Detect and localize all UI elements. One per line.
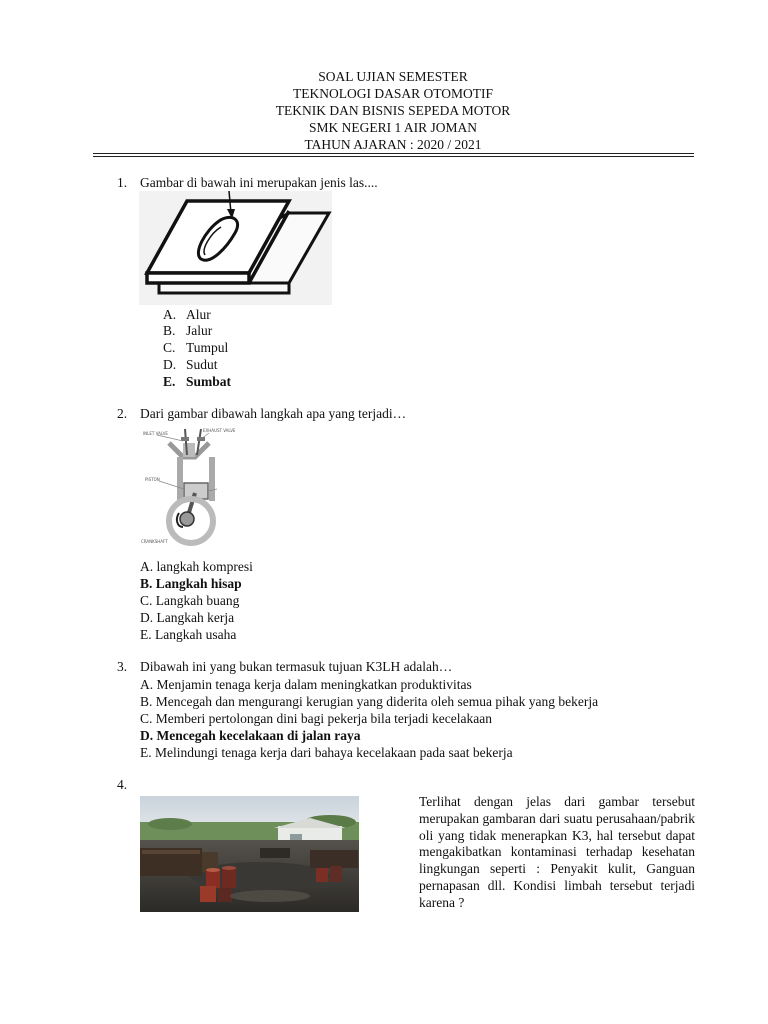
engine-drawing [139, 423, 239, 546]
plug-weld-drawing [139, 191, 332, 305]
header-rule-bottom [93, 156, 694, 157]
header-line-3: TEKNIK DAN BISNIS SEPEDA MOTOR [275, 103, 511, 118]
header-line-2: TEKNOLOGI DASAR OTOMOTIF [293, 86, 493, 101]
q1-number: 1. [117, 175, 128, 190]
q1-option-a[interactable] [163, 306, 211, 323]
q4-number: 4. [117, 777, 128, 792]
q1-option-d-letter: D. [163, 357, 177, 372]
crankshaft-label: CRANKSHAFT [141, 539, 168, 544]
q1-option-a-text: Alur [186, 307, 211, 322]
q1-option-e-text: Sumbat [186, 374, 232, 389]
piston-label: PISTON [145, 477, 160, 482]
q2-option-c[interactable]: C. Langkah buang [140, 593, 240, 608]
q2-option-e[interactable]: E. Langkah usaha [140, 627, 237, 642]
q3-option-e[interactable]: E. Melindungi tenaga kerja dari bahaya kecelakaan pada saat bekerja [140, 745, 513, 760]
q2-option-b-answer[interactable]: B. Langkah hisap [140, 576, 242, 591]
q3-option-b[interactable]: B. Mencegah dan mengurangi kerugian yang diderita oleh semua pihak yang bekerja [140, 694, 599, 709]
q1-option-c-text: Tumpul [186, 340, 229, 355]
q4-text: Terlihat dengan jelas dari gambar tersebut merupakan gambaran dari suatu perusahaan/pabrik oli yang tidak menerapkan K3, hal tersebut dapat mengakibatkan kontaminasi terhadap kesehatan lingkungan seperti : Penyakit kulit, Ganguan pernapasan dll. Kondisi limbah tersebut terjadi karena ? [419, 794, 695, 910]
q1-option-e-letter: E. [163, 374, 176, 389]
exam-header [0, 68, 768, 153]
inlet-valve-label: INLET VALVE [143, 431, 168, 436]
oil-factory-scene [140, 796, 359, 912]
q1-option-e-answer[interactable] [163, 373, 232, 390]
header-line-4: SMK NEGERI 1 AIR JOMAN [308, 120, 477, 135]
q1-option-b-text: Jalur [186, 323, 213, 338]
q1-option-b-letter: B. [163, 323, 176, 338]
q3-option-a[interactable]: A. Menjamin tenaga kerja dalam meningkatkan produktivitas [140, 677, 472, 692]
header-rule-top [93, 153, 694, 154]
q3-text: Dibawah ini yang bukan termasuk tujuan K3LH adalah… [140, 659, 453, 674]
q1-option-c[interactable] [163, 339, 229, 356]
q1-option-b[interactable] [163, 322, 213, 339]
q1-option-a-letter: A. [163, 307, 177, 322]
q3-option-d-answer[interactable]: D. Mencegah kecelakaan di jalan raya [140, 728, 361, 743]
oil-factory-photo [140, 796, 359, 912]
q2-text: Dari gambar dibawah langkah apa yang terjadi… [140, 406, 407, 421]
q1-text: Gambar di bawah ini merupakan jenis las.... [140, 175, 378, 190]
q3-number: 3. [117, 659, 128, 674]
header-line-1: SOAL UJIAN SEMESTER [318, 69, 468, 84]
exhaust-valve-label: EXHAUST VALVE [203, 428, 236, 433]
q1-option-d[interactable] [163, 356, 218, 373]
q2-option-a[interactable]: A. langkah kompresi [140, 559, 253, 574]
q1-option-d-text: Sudut [186, 357, 218, 372]
header-line-5: TAHUN AJARAN : 2020 / 2021 [304, 137, 482, 152]
q2-option-d[interactable]: D. Langkah kerja [140, 610, 235, 625]
q3-option-c[interactable]: C. Memberi pertolongan dini bagi pekerja bila terjadi kecelakaan [140, 711, 492, 726]
q1-option-c-letter: C. [163, 340, 176, 355]
q2-number: 2. [117, 406, 128, 421]
plug-weld-figure [139, 191, 332, 305]
engine-intake-stroke-figure [139, 423, 239, 546]
